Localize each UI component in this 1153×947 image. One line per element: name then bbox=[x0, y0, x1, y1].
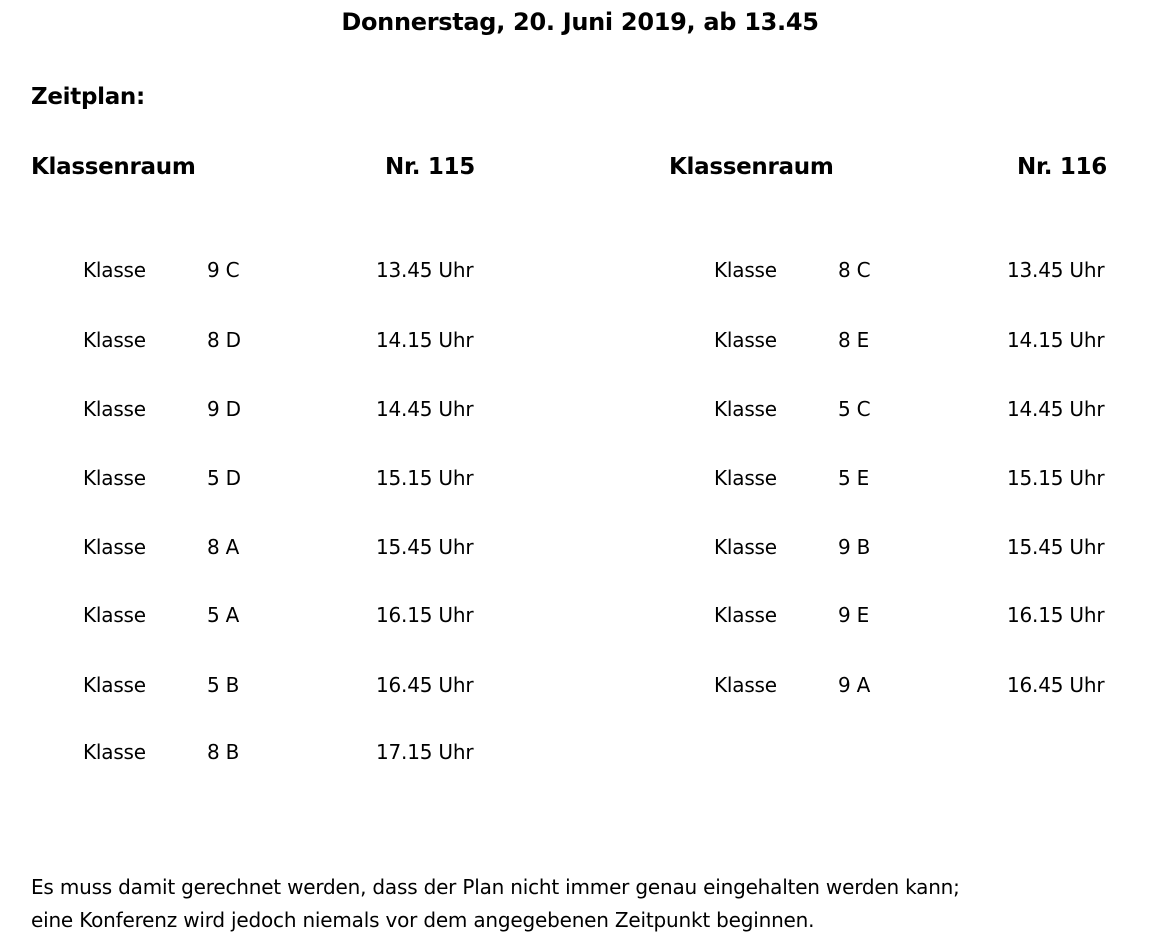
room-116-label: Klassenraum bbox=[669, 154, 834, 180]
room-115-row-prefix: Klasse bbox=[83, 673, 146, 697]
room-116-row-class: 8 E bbox=[838, 328, 870, 352]
room-115-row-prefix: Klasse bbox=[83, 740, 146, 764]
note-line-1: Es muss damit gerechnet werden, dass der Plan nicht immer genau eingehalten werden kann; bbox=[31, 875, 960, 899]
room-115-row-time: 13.45 Uhr bbox=[376, 258, 474, 282]
room-116-row-class: 9 A bbox=[838, 673, 871, 697]
page-title: Donnerstag, 20. Juni 2019, ab 13.45 bbox=[341, 8, 819, 36]
room-116-row-prefix: Klasse bbox=[714, 466, 777, 490]
room-116-row-prefix: Klasse bbox=[714, 258, 777, 282]
room-116-row-time: 16.45 Uhr bbox=[1007, 673, 1105, 697]
room-115-row-class: 8 A bbox=[207, 535, 240, 559]
room-115-row-time: 15.15 Uhr bbox=[376, 466, 474, 490]
room-115-row-time: 14.15 Uhr bbox=[376, 328, 474, 352]
room-115-row-class: 8 D bbox=[207, 328, 241, 352]
room-115-row-time: 16.45 Uhr bbox=[376, 673, 474, 697]
room-115-row-time: 15.45 Uhr bbox=[376, 535, 474, 559]
room-115-row-class: 9 D bbox=[207, 397, 241, 421]
room-116-row-class: 9 B bbox=[838, 535, 871, 559]
room-116-row-time: 15.15 Uhr bbox=[1007, 466, 1105, 490]
room-116-row-class: 5 E bbox=[838, 466, 870, 490]
room-115-label: Klassenraum bbox=[31, 154, 196, 180]
room-116-row-time: 14.15 Uhr bbox=[1007, 328, 1105, 352]
room-115-row-prefix: Klasse bbox=[83, 466, 146, 490]
room-115-row-class: 5 B bbox=[207, 673, 240, 697]
room-116-row-class: 9 E bbox=[838, 603, 870, 627]
room-116-row-prefix: Klasse bbox=[714, 603, 777, 627]
room-115-row-prefix: Klasse bbox=[83, 328, 146, 352]
room-115-row-class: 5 A bbox=[207, 603, 240, 627]
room-115-row-prefix: Klasse bbox=[83, 603, 146, 627]
room-116-row-time: 16.15 Uhr bbox=[1007, 603, 1105, 627]
room-115-row-prefix: Klasse bbox=[83, 397, 146, 421]
room-116-row-prefix: Klasse bbox=[714, 673, 777, 697]
room-116-row-class: 8 C bbox=[838, 258, 871, 282]
room-116-row-prefix: Klasse bbox=[714, 397, 777, 421]
room-116-number: Nr. 116 bbox=[1017, 154, 1107, 180]
schedule-heading: Zeitplan: bbox=[31, 84, 145, 110]
room-115-row-time: 16.15 Uhr bbox=[376, 603, 474, 627]
room-116-row-class: 5 C bbox=[838, 397, 871, 421]
room-116-row-time: 13.45 Uhr bbox=[1007, 258, 1105, 282]
room-115-number: Nr. 115 bbox=[385, 154, 475, 180]
room-116-row-prefix: Klasse bbox=[714, 535, 777, 559]
room-116-row-time: 14.45 Uhr bbox=[1007, 397, 1105, 421]
room-116-row-time: 15.45 Uhr bbox=[1007, 535, 1105, 559]
room-115-row-prefix: Klasse bbox=[83, 258, 146, 282]
room-115-row-class: 5 D bbox=[207, 466, 241, 490]
room-115-row-prefix: Klasse bbox=[83, 535, 146, 559]
room-115-row-class: 9 C bbox=[207, 258, 240, 282]
room-116-row-prefix: Klasse bbox=[714, 328, 777, 352]
room-115-row-time: 14.45 Uhr bbox=[376, 397, 474, 421]
room-115-row-time: 17.15 Uhr bbox=[376, 740, 474, 764]
note-line-2: eine Konferenz wird jedoch niemals vor dem angegebenen Zeitpunkt beginnen. bbox=[31, 908, 815, 932]
room-115-row-class: 8 B bbox=[207, 740, 240, 764]
